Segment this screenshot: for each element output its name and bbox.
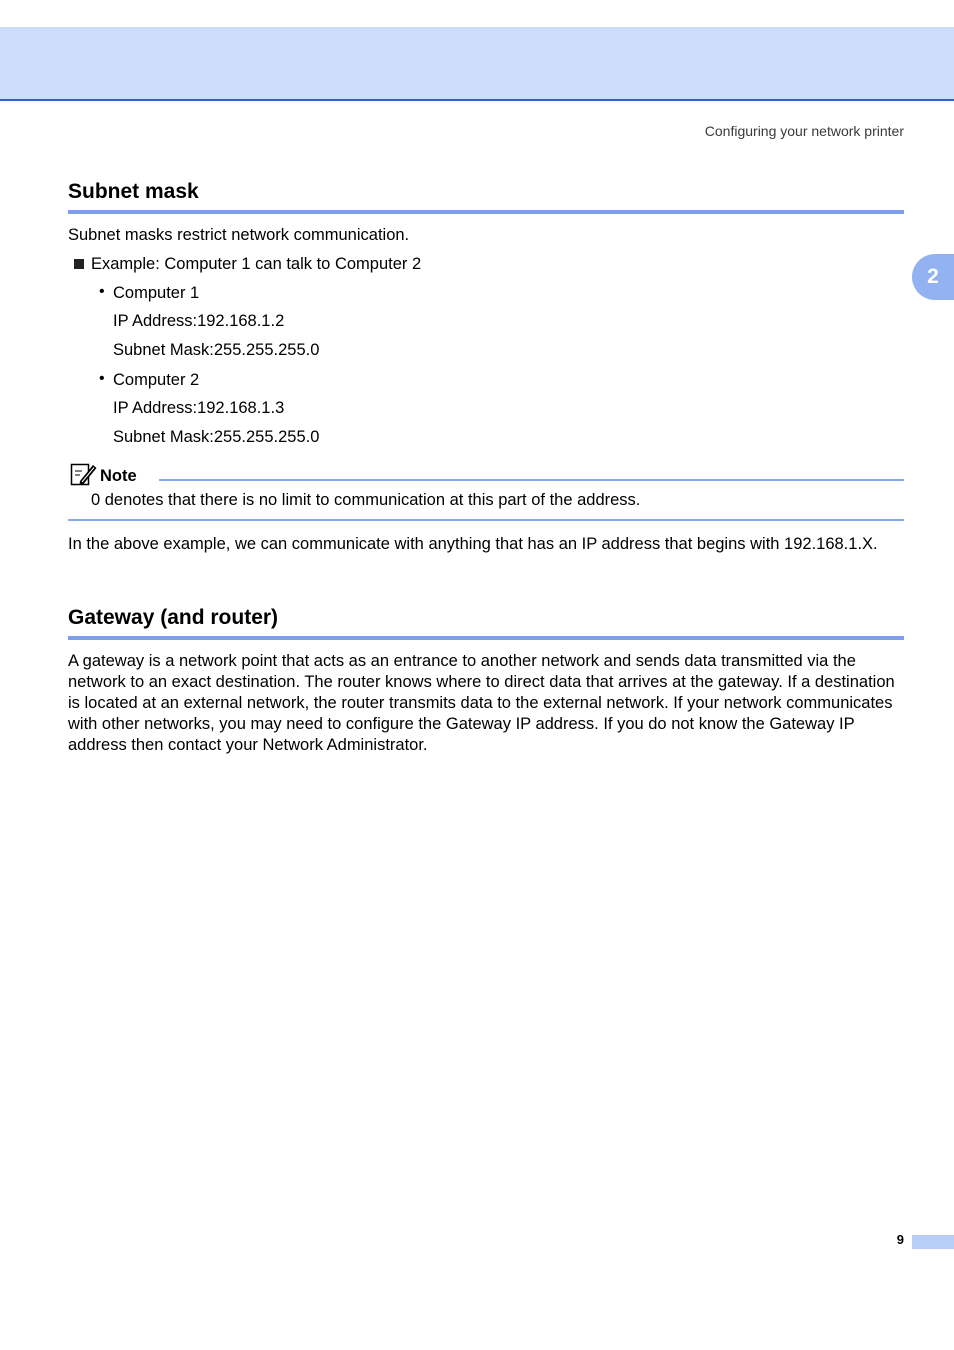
computer-name: Computer 1 [113, 284, 200, 302]
heading-rule [68, 636, 904, 640]
computer-mask: Subnet Mask:255.255.255.0 [113, 341, 320, 359]
note-bottom-rule [68, 519, 904, 521]
note-text: 0 denotes that there is no limit to communication at this part of the address. [91, 491, 641, 509]
note-pencil-icon [70, 461, 98, 492]
heading-rule [68, 210, 904, 214]
page-number: 9 [896, 1232, 904, 1247]
subnet-conclusion: In the above example, we can communicate with anything that has an IP address that begins with 192.168.1.X. [68, 535, 878, 553]
note-label: Note [100, 467, 137, 485]
section-heading-gateway: Gateway (and router) [68, 606, 279, 629]
square-bullet-icon [74, 259, 84, 269]
note-divider [159, 479, 904, 481]
computer-name: Computer 2 [113, 371, 200, 389]
header-band [0, 27, 954, 101]
bullet-dot-icon: • [99, 370, 105, 387]
gateway-body: A gateway is a network point that acts as an entrance to another network and sends data transmitted via the network to an exact destination. The router knows where to direct data that arrives at the gateway. If a destination is located at an external network, the router transmits data to the external network. If your network communicates with other networks, you may need to configure the Gateway IP address. If you do not know the Gateway IP address then contact your Network Administrator. [68, 652, 895, 754]
example-label: Example: Computer 1 can talk to Computer 2 [91, 255, 422, 273]
chapter-tab: 2 [912, 254, 954, 300]
computer-ip: IP Address:192.168.1.2 [113, 312, 285, 330]
page-tab [912, 1235, 954, 1249]
section-heading-subnet-mask: Subnet mask [68, 180, 199, 203]
computer-mask: Subnet Mask:255.255.255.0 [113, 428, 320, 446]
bullet-dot-icon: • [99, 283, 105, 300]
running-header: Configuring your network printer [704, 123, 904, 139]
note-header [68, 459, 904, 489]
subnet-intro: Subnet masks restrict network communication. [68, 226, 410, 244]
computer-ip: IP Address:192.168.1.3 [113, 399, 285, 417]
